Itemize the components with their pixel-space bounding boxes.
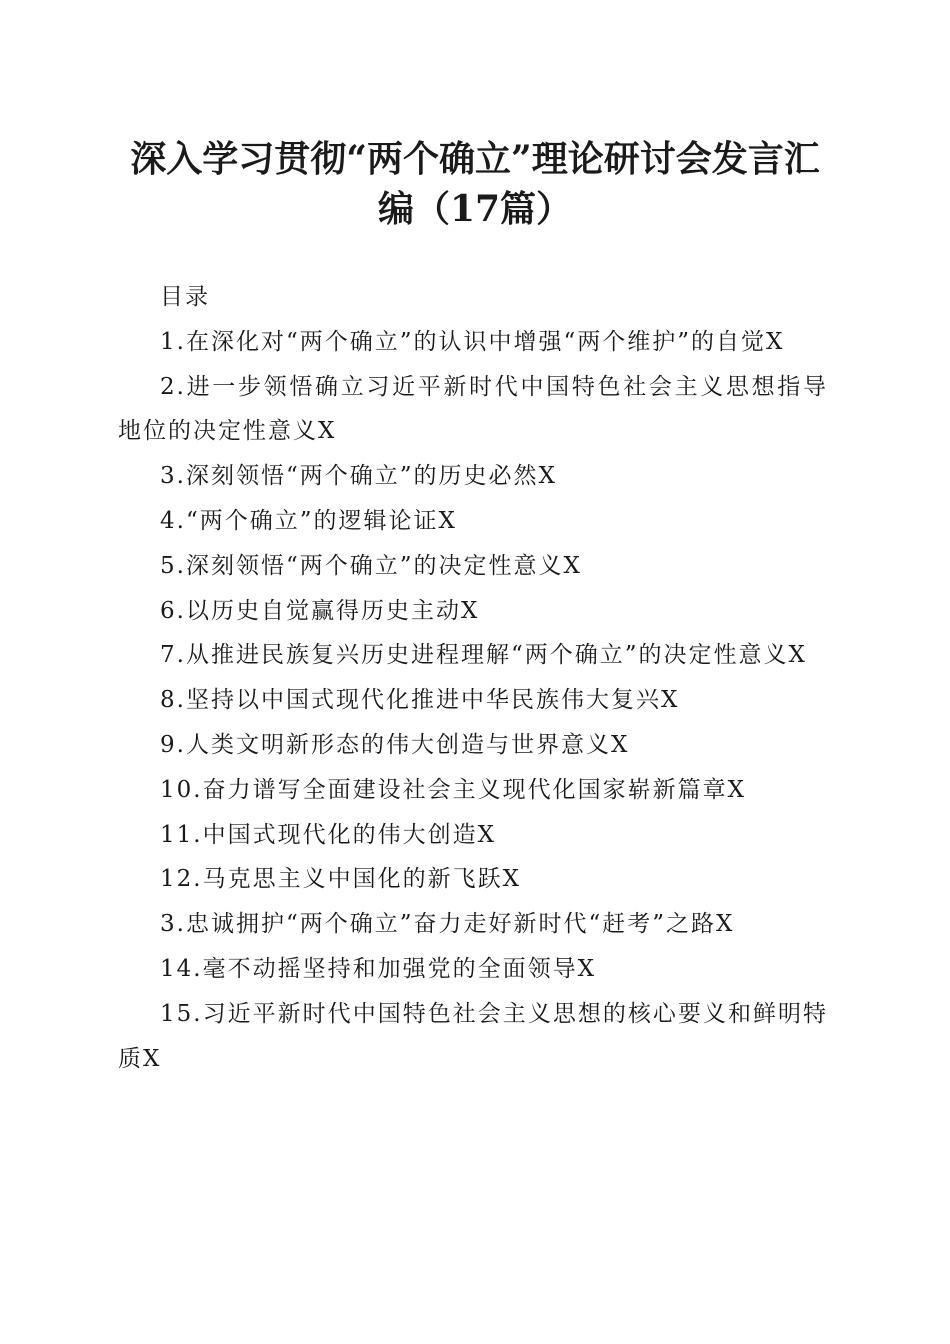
toc-item: 3.忠诚拥护“两个确立”奋力走好新时代“赶考”之路X bbox=[160, 911, 735, 938]
toc-item: 14.毫不动摇坚持和加强党的全面领导X bbox=[160, 955, 596, 982]
toc-item: 3.深刻领悟“两个确立”的历史必然X bbox=[160, 463, 557, 490]
toc-item: 11.中国式现代化的伟大创造X bbox=[160, 821, 496, 848]
toc-item: 4.“两个确立”的逻辑论证X bbox=[160, 507, 457, 534]
table-of-contents bbox=[118, 275, 828, 1081]
toc-item: 1.在深化对“两个确立”的认识中增强“两个维护”的自觉X bbox=[160, 328, 785, 355]
toc-item: 2.进一步领悟确立习近平新时代中国特色社会主义思想指导地位的决定性意义X bbox=[118, 373, 828, 445]
toc-item: 9.人类文明新形态的伟大创造与世界意义X bbox=[160, 731, 630, 758]
toc-item: 12.马克思主义中国化的新飞跃X bbox=[160, 866, 521, 893]
title-line-2: 编（17篇） bbox=[377, 188, 573, 230]
toc-item: 6.以历史自觉赢得历史主动X bbox=[160, 597, 480, 624]
toc-item: 10.奋力谱写全面建设社会主义现代化国家崭新篇章X bbox=[160, 776, 746, 803]
title-line-1: 深入学习贯彻“两个确立”理论研讨会发言汇 bbox=[130, 138, 820, 180]
toc-item: 8.坚持以中国式现代化推进中华民族伟大复兴X bbox=[160, 687, 680, 714]
toc-item: 15.习近平新时代中国特色社会主义思想的核心要义和鲜明特质X bbox=[118, 1000, 828, 1072]
document-title bbox=[100, 134, 850, 234]
toc-item: 7.从推进民族复兴历史进程理解“两个确立”的决定性意义X bbox=[160, 642, 807, 669]
toc-label: 目录 bbox=[160, 284, 210, 310]
toc-item: 5.深刻领悟“两个确立”的决定性意义X bbox=[160, 552, 582, 579]
